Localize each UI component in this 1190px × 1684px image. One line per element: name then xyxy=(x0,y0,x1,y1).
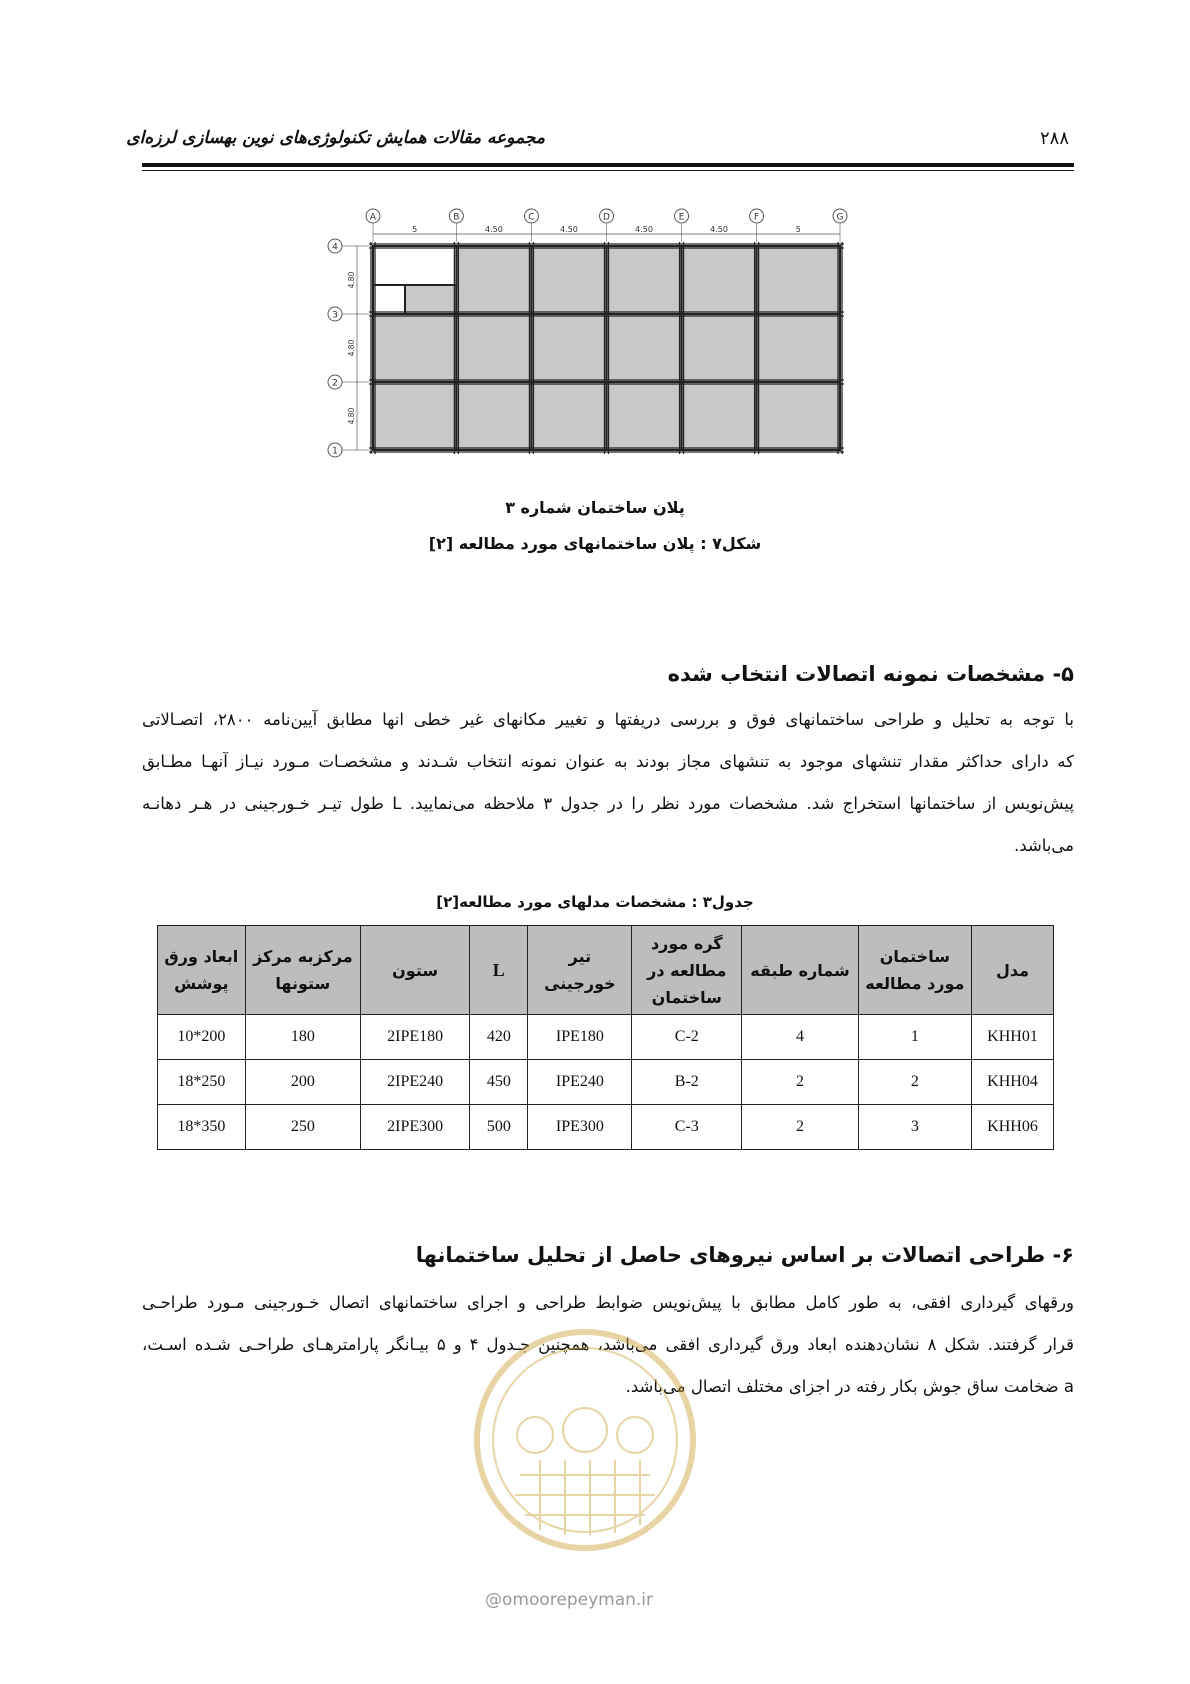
plan-bay xyxy=(757,246,840,314)
cell: 250 xyxy=(245,1105,360,1150)
running-header-title: مجموعه مقالات همایش تکنولوژی‌های نوین بهسازی لرزه‌ای xyxy=(126,128,545,148)
table-row xyxy=(158,1015,1054,1060)
plan-bay xyxy=(757,382,840,450)
grid-label: B xyxy=(453,212,460,223)
header-rule-thin xyxy=(142,170,1074,171)
grid-label: D xyxy=(603,212,610,223)
cell: 1 xyxy=(858,1015,971,1060)
page-number: ۲۸۸ xyxy=(1040,128,1070,149)
cell: 3 xyxy=(858,1105,971,1150)
watermark-text: @omoorepeyman.ir xyxy=(485,1590,654,1610)
cell: IPE240 xyxy=(528,1060,632,1105)
story-dimension: 4.80 xyxy=(347,339,356,357)
header-L: L xyxy=(470,926,528,1015)
header-rule-thick xyxy=(142,163,1074,167)
story-dimension: 4.80 xyxy=(347,407,356,425)
plan-bay xyxy=(607,382,682,450)
plan-bay xyxy=(531,314,606,382)
grid-label: F xyxy=(754,212,760,223)
plan-bay xyxy=(531,382,606,450)
bay-dimension: 4.50 xyxy=(635,225,653,234)
cell: 2IPE240 xyxy=(361,1060,470,1105)
cell: IPE180 xyxy=(528,1015,632,1060)
cell: KHH01 xyxy=(972,1015,1054,1060)
cell: 350*18 xyxy=(158,1105,246,1150)
cell: 2 xyxy=(742,1105,858,1150)
cell: B-2 xyxy=(632,1060,742,1105)
section-6-line-1: ورقهای گیرداری افقی، به طور کامل مطابق با پیش‌نویس ضوابط طراحی و اجرای ساختمانهای اتصال خـورجینی مـورد طراحـی xyxy=(142,1293,1074,1312)
header-spacing: مرکزبه مرکز ستونها xyxy=(245,926,360,1015)
plan-bay xyxy=(373,382,456,450)
bay-dimension: 4.50 xyxy=(710,225,728,234)
header-model: مدل xyxy=(972,926,1054,1015)
cell: 200*10 xyxy=(158,1015,246,1060)
table-caption: جدول۳ : مشخصات مدلهای مورد مطالعه[۲] xyxy=(436,893,754,911)
section-5-heading: ۵- مشخصات نمونه اتصالات انتخاب شده xyxy=(667,662,1074,686)
header-building: ساختمان مورد مطالعه xyxy=(858,926,971,1015)
grid-label: 4 xyxy=(332,242,338,253)
watermark-seal xyxy=(470,1325,700,1555)
plan-caption: پلان ساختمان شماره ۳ xyxy=(505,498,685,517)
figure-caption: شکل۷ : پلان ساختمانهای مورد مطالعه [۲] xyxy=(428,534,762,553)
plan-bay xyxy=(607,314,682,382)
header-plate: ابعاد ورق پوشش xyxy=(158,926,246,1015)
grid-label: 2 xyxy=(332,378,338,389)
grid-label: C xyxy=(528,212,535,223)
plan-bay xyxy=(531,246,606,314)
bay-dimension: 4.50 xyxy=(485,225,503,234)
bay-dimension: 5 xyxy=(412,225,418,234)
grid-label: 3 xyxy=(332,310,338,321)
cell: KHH06 xyxy=(972,1105,1054,1150)
cell: 200 xyxy=(245,1060,360,1105)
bay-dimension: 5 xyxy=(795,225,801,234)
cell: 4 xyxy=(742,1015,858,1060)
cell: 250*18 xyxy=(158,1060,246,1105)
section-5-line-4: می‌باشد. xyxy=(1014,836,1074,855)
stair-opening xyxy=(373,246,456,285)
plan-bay xyxy=(456,314,531,382)
header-joint: گره مورد مطالعه در ساختمان xyxy=(632,926,742,1015)
cell: 2IPE300 xyxy=(361,1105,470,1150)
story-dimension: 4.80 xyxy=(347,271,356,289)
grid-label: 1 xyxy=(332,446,338,457)
bay-dimension: 4.50 xyxy=(560,225,578,234)
specs-table xyxy=(157,925,1054,1150)
cell: 2 xyxy=(742,1060,858,1105)
grid-label: A xyxy=(369,212,377,223)
plan-bay xyxy=(757,314,840,382)
plan-bay xyxy=(682,382,757,450)
header-beam: تیر خورجینی xyxy=(528,926,632,1015)
table-row xyxy=(158,1060,1054,1105)
section-6-line-2: قرار گرفتند. شکل ۸ نشان‌دهنده ابعاد ورق گیرداری افقی می‌باشد، همچنین جـدول ۴ و ۵ بیـانگر پارامترهـای طراحـی شـده اسـت، xyxy=(142,1335,1074,1354)
plan-bay xyxy=(373,314,456,382)
table-header-row xyxy=(158,926,1054,1015)
floor-plan-figure xyxy=(325,205,865,475)
plan-bay xyxy=(607,246,682,314)
plan-bay xyxy=(456,382,531,450)
cell: C-2 xyxy=(632,1015,742,1060)
section-5-line-1: با توجه به تحلیل و طراحی ساختمانهای فوق و بررسی دریفتها و تغییر مکانهای غیر خطی انها مطابق آیین‌نامه ۲۸۰۰، اتصـالاتی xyxy=(142,710,1075,729)
cell: 420 xyxy=(470,1015,528,1060)
header-column: ستون xyxy=(361,926,470,1015)
cell: 180 xyxy=(245,1015,360,1060)
section-6-line-3: a ضخامت ساق جوش بکار رفته در اجزای مختلف اتصال می‌باشد. xyxy=(625,1377,1074,1396)
section-5-line-2: که دارای حداکثر مقدار تنشهای موجود به تنشهای مجاز بودند به عنوان نمونه انتخاب شـدند و مشخصـات مـورد نیـاز آنهـا مطـابق xyxy=(142,752,1074,771)
cell: 2IPE180 xyxy=(361,1015,470,1060)
grid-label: E xyxy=(678,212,685,223)
cell: 2 xyxy=(858,1060,971,1105)
table-row xyxy=(158,1105,1054,1150)
header-floor: شماره طبقه xyxy=(742,926,858,1015)
grid-label: G xyxy=(836,212,844,223)
plan-bay xyxy=(682,246,757,314)
section-6-heading: ۶- طراحی اتصالات بر اساس نیروهای حاصل از تحلیل ساختمانها xyxy=(415,1243,1074,1267)
cell: 500 xyxy=(470,1105,528,1150)
cell: IPE300 xyxy=(528,1105,632,1150)
plan-grid xyxy=(328,209,847,457)
plan-bay xyxy=(682,314,757,382)
cell: 450 xyxy=(470,1060,528,1105)
cell: C-3 xyxy=(632,1105,742,1150)
stair-opening xyxy=(373,285,405,314)
plan-bay xyxy=(456,246,531,314)
section-5-line-3: پیش‌نویس از ساختمانها استخراج شد. مشخصات مورد نظر را در جدول ۳ ملاحظه می‌نمایید. L طول تیـر خـورجینی در هـر دهانـه xyxy=(142,794,1074,813)
cell: KHH04 xyxy=(972,1060,1054,1105)
